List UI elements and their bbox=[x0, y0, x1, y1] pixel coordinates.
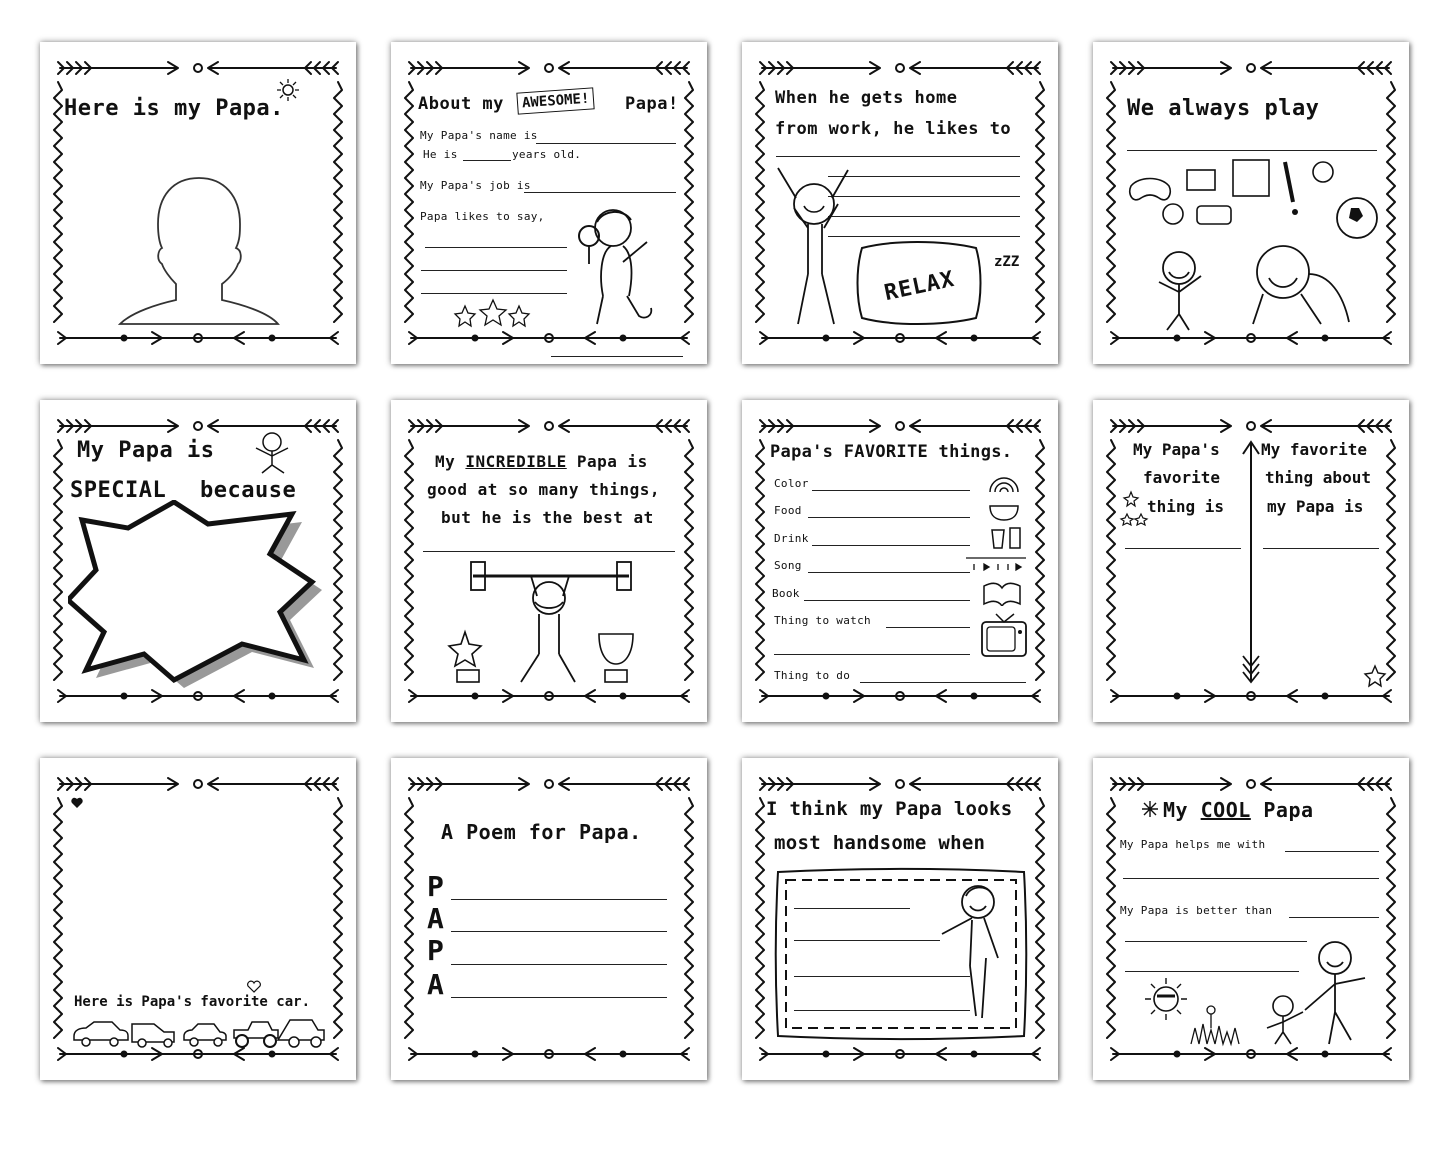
says-line-3 bbox=[421, 293, 567, 294]
row-food-line bbox=[808, 517, 970, 518]
page-my-papa-is-special bbox=[40, 400, 356, 722]
prompt-line-1: When he gets home bbox=[775, 88, 958, 108]
says-line-1 bbox=[425, 247, 567, 248]
incredible-word: INCREDIBLE bbox=[465, 452, 567, 471]
right-col-line-2: thing about bbox=[1265, 468, 1371, 487]
grass-and-flower-icon bbox=[1189, 1002, 1253, 1048]
left-col-line-2: favorite bbox=[1143, 468, 1221, 487]
sun-icon bbox=[276, 78, 300, 102]
name-line bbox=[536, 143, 676, 144]
snowflake-icon bbox=[1141, 800, 1159, 818]
helps-line-1 bbox=[1285, 851, 1379, 852]
says-line-2 bbox=[421, 270, 567, 271]
acrostic-letter-a2: A bbox=[427, 968, 444, 1001]
cool-word: COOL bbox=[1200, 798, 1251, 822]
page-title: Papa's FAVORITE things. bbox=[770, 442, 1013, 462]
stars-icon bbox=[453, 298, 533, 328]
drink-cup-icon bbox=[988, 524, 1024, 550]
page-incredible-papa bbox=[391, 400, 707, 722]
about-pre: About my bbox=[418, 94, 504, 114]
page-most-handsome bbox=[742, 758, 1058, 1080]
music-player-icon bbox=[964, 554, 1028, 572]
cool-pre: My bbox=[1163, 798, 1189, 822]
left-answer-line bbox=[1125, 548, 1241, 549]
about-post: Papa! bbox=[625, 94, 679, 114]
row-song-line bbox=[808, 572, 970, 573]
outline-heart-icon bbox=[246, 980, 262, 994]
papa-magnifier-figure-icon bbox=[571, 202, 671, 332]
name-label: My Papa's name is bbox=[420, 129, 538, 142]
row-color-line bbox=[812, 490, 970, 491]
prompt-line-1: I think my Papa looks bbox=[766, 798, 1013, 820]
row-thing-to-watch: Thing to watch bbox=[774, 614, 871, 627]
answer-line-2 bbox=[794, 940, 940, 941]
row-drink-line bbox=[812, 545, 970, 546]
acrostic-line-4 bbox=[451, 997, 667, 998]
open-book-icon bbox=[982, 580, 1022, 606]
says-label: Papa likes to say, bbox=[420, 210, 545, 223]
starburst-frame bbox=[68, 500, 330, 692]
row-color: Color bbox=[774, 477, 809, 490]
small-stars-icon bbox=[1119, 488, 1149, 528]
job-line bbox=[524, 192, 676, 193]
special-because: because bbox=[200, 478, 297, 503]
page-about-my-awesome-papa bbox=[391, 42, 707, 364]
row-do-line bbox=[860, 682, 1026, 683]
row-food: Food bbox=[774, 504, 802, 517]
arrow-divider-icon bbox=[1239, 440, 1263, 684]
helps-line-2 bbox=[1123, 878, 1379, 879]
acrostic-letter-p2: P bbox=[427, 934, 444, 967]
kid-jumping-icon bbox=[246, 430, 298, 476]
row-book-line bbox=[804, 600, 970, 601]
helps-label: My Papa helps me with bbox=[1120, 838, 1266, 851]
answer-line-1 bbox=[776, 156, 1020, 157]
zzz-label: zZZ bbox=[994, 254, 1020, 270]
food-bowl-icon bbox=[986, 498, 1022, 522]
row-watch-line bbox=[886, 627, 970, 628]
page-my-cool-papa bbox=[1093, 758, 1409, 1080]
prompt-line-2: from work, he likes to bbox=[775, 119, 1012, 139]
page-title: Here is my Papa. bbox=[64, 96, 284, 121]
acrostic-line-2 bbox=[451, 931, 667, 932]
row-drink: Drink bbox=[774, 532, 809, 545]
awesome-badge: AWESOME! bbox=[516, 87, 595, 114]
special-word: SPECIAL bbox=[70, 478, 167, 503]
papa-and-kid-walking-icon bbox=[1261, 936, 1385, 1048]
row-watch-line-2 bbox=[774, 654, 970, 655]
row-book: Book bbox=[772, 587, 800, 600]
posing-man-figure-icon bbox=[938, 876, 1012, 1026]
rainbow-icon bbox=[986, 468, 1022, 496]
incredible-line-3: but he is the best at bbox=[441, 508, 654, 527]
answer-line-1 bbox=[794, 908, 910, 909]
page-title: A Poem for Papa. bbox=[441, 820, 642, 844]
answer-line bbox=[423, 551, 675, 552]
weightlifter-with-trophies-icon bbox=[443, 558, 657, 688]
left-col-line-1: My Papa's bbox=[1133, 440, 1220, 459]
age-pre: He is bbox=[423, 148, 458, 161]
incredible-line-1 bbox=[435, 452, 648, 471]
answer-line bbox=[1127, 150, 1377, 151]
prompt-line-2: most handsome when bbox=[774, 832, 986, 854]
incredible-post: Papa is bbox=[576, 452, 648, 471]
row-song: Song bbox=[774, 559, 802, 572]
toy-cars-row-icon bbox=[72, 1016, 328, 1048]
page-papas-favorite-things bbox=[742, 400, 1058, 722]
page-poem-for-papa bbox=[391, 758, 707, 1080]
head-silhouette-icon bbox=[118, 174, 280, 326]
special-line-1: My Papa is bbox=[77, 438, 215, 463]
page-here-is-my-papa bbox=[40, 42, 356, 364]
incredible-line-2: good at so many things, bbox=[427, 480, 661, 499]
acrostic-line-3 bbox=[451, 964, 667, 965]
signature-line bbox=[551, 356, 683, 357]
cheering-man-figure-icon bbox=[768, 164, 858, 334]
outline-star-icon bbox=[1363, 664, 1387, 688]
relax-label: RELAX bbox=[882, 266, 958, 307]
acrostic-letter-a1: A bbox=[427, 902, 444, 935]
age-post: years old. bbox=[512, 148, 582, 161]
cool-post: Papa bbox=[1263, 798, 1314, 822]
better-label: My Papa is better than bbox=[1120, 904, 1273, 917]
right-col-line-1: My favorite bbox=[1261, 440, 1367, 459]
right-answer-line bbox=[1263, 548, 1379, 549]
car-caption: Here is Papa's favorite car. bbox=[74, 994, 311, 1010]
page-title: We always play bbox=[1127, 96, 1320, 121]
age-line bbox=[463, 160, 511, 161]
page-papas-favorite-car bbox=[40, 758, 356, 1080]
page-favorite-thing-compare bbox=[1093, 400, 1409, 722]
acrostic-letter-p1: P bbox=[427, 870, 444, 903]
kids-playing-figure-icon bbox=[1133, 232, 1377, 332]
heart-icon bbox=[70, 796, 84, 810]
left-col-line-3: thing is bbox=[1147, 497, 1225, 516]
page-when-he-gets-home bbox=[742, 42, 1058, 364]
tv-icon bbox=[980, 612, 1028, 660]
page-we-always-play bbox=[1093, 42, 1409, 364]
row-thing-to-do: Thing to do bbox=[774, 669, 851, 682]
sun-with-sunglasses-icon bbox=[1141, 976, 1191, 1022]
incredible-pre: My bbox=[435, 452, 456, 471]
right-col-line-3: my Papa is bbox=[1267, 497, 1364, 516]
better-line-1 bbox=[1289, 917, 1379, 918]
acrostic-line-1 bbox=[451, 899, 667, 900]
job-label: My Papa's job is bbox=[420, 179, 531, 192]
cool-title bbox=[1163, 798, 1314, 822]
